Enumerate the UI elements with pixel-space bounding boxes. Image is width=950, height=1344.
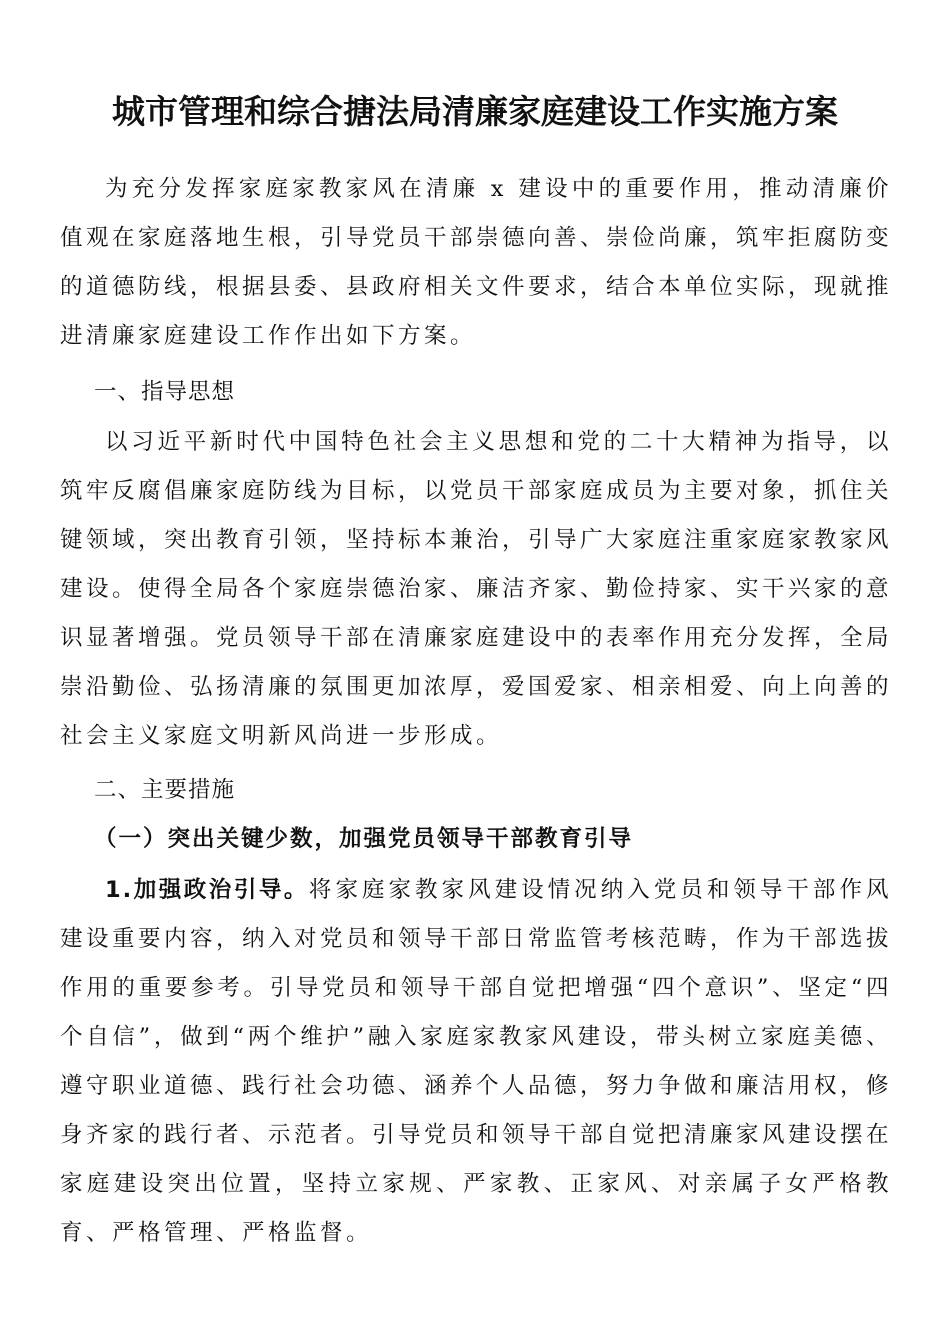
section-heading-main-measures: 二、主要措施 [94,777,236,803]
item-lead-political-guidance: 1.加强政治引导。 [105,877,309,903]
section-heading-guiding-thought: 一、指导思想 [94,379,236,405]
intro-paragraph: 为充分发挥家庭家教家风在清廉 x 建设中的重要作用，推动清廉价值观在家庭落地生根，引导党员干部崇德向善、崇俭尚廉，筑牢拒腐防变的道德防线，根据县委、县政府相关文件要求，结合本单位实际，现就推进清廉家庭建设工作作出如下方案。 [60,176,893,349]
item-body-political-guidance: 将家庭家教家风建设情况纳入党员和领导干部作风建设重要内容，纳入对党员和领导干部日常监管考核范畴，作为干部选拔作用的重要参考。引导党员和领导干部自觉把增强“四个意识”、坚定“四个自信”，做到“两个维护”融入家庭家教家风建设，带头树立家庭美德、遵守职业道德、践行社会功德、涵养个人品德，努力争做和廉洁用权，修身齐家的践行者、示范者。引导党员和领导干部自觉把清廉家风建设摆在家庭建设突出位置，坚持立家规、严家教、正家风、对亲属子女严格教育、严格管理、严格监督。 [60,877,893,1246]
guiding-thought-paragraph: 以习近平新时代中国特色社会主义思想和党的二十大精神为指导，以筑牢反腐倡廉家庭防线为目标，以党员干部家庭成员为主要对象，抓住关键领域，突出教育引领，坚持标本兼治，引导广大家庭注重家庭家教家风建设。使得全局各个家庭崇德治家、廉洁齐家、勤俭持家、实干兴家的意识显著增强。党员领导干部在清廉家庭建设中的表率作用充分发挥，全局崇沿勤俭、弘扬清廉的氛围更加浓厚，爱国爱家、相亲相爱、向上向善的社会主义家庭文明新风尚进一步形成。 [60,429,893,749]
subsection-heading-key-minority: （一）突出关键少数，加强党员领导干部教育引导 [94,826,634,852]
document-title: 城市管理和综合搪法局清廉家庭建设工作实施方案 [112,92,838,131]
political-guidance-paragraph [60,866,892,1258]
